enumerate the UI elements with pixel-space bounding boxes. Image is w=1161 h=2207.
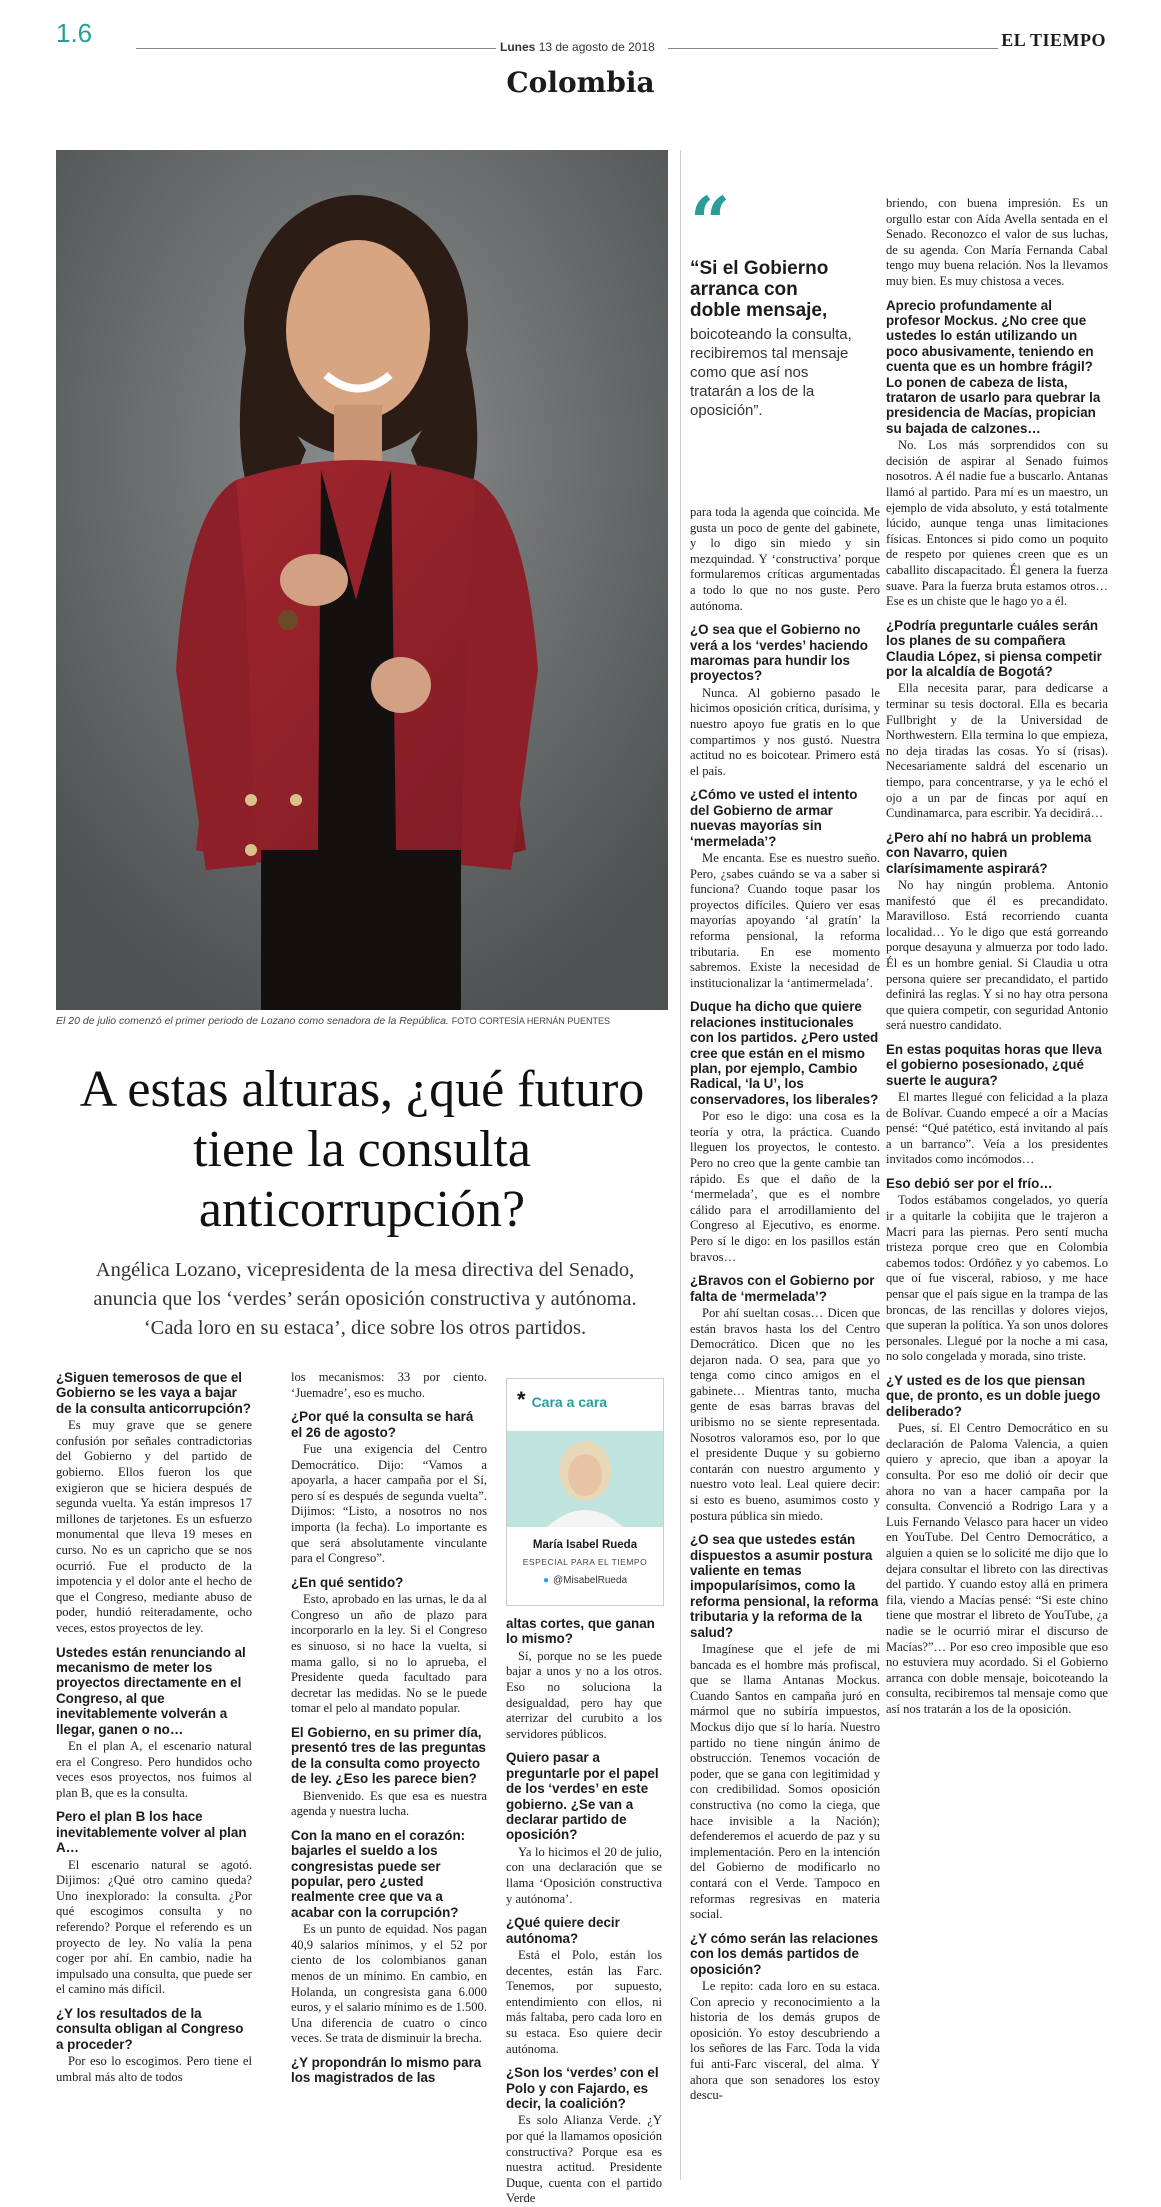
issue-date-rest: 13 de agosto de 2018 xyxy=(538,40,655,54)
byline-card xyxy=(506,1378,664,1606)
answer: Por ahí sueltan cosas… Dicen que están bravos hasta los del Centro Democrático. Dicen que no les dejaron nada. O sea, para que yo tenga como cinco amigos en el gabinete… Mientras tanto, mucha gente de esas barras bravas del uribismo no se siente representada. Nosotros valoramos eso, por lo que el presidente Duque y su gobierno contarán con nuestro argumento y nuestro voto leal. Leal quiere decir: si esto es bueno, asumimos costo y postura pública sin miedo. xyxy=(690,1305,880,1523)
card-title-text: Cara a cara xyxy=(531,1394,608,1410)
quote-mark-icon: “ xyxy=(690,181,731,264)
answer: Está el Polo, están los decentes, están las Farc. Tenemos, por supuesto, entendimiento con ellos, ni más faltaba, pero cada loro en su estaca. Eso quiere decir autónoma. xyxy=(506,1948,662,2056)
page-number: 1.6 xyxy=(56,18,93,48)
answer: Ya lo hicimos el 20 de julio, con una declaración que se llama ‘Oposición constructiva y autónoma’. xyxy=(506,1844,662,1906)
article-column-5 xyxy=(886,196,1108,2178)
answer: Ella necesita parar, para dedicarse a terminar su tesis doctoral. Ella es becaria Fullbright y de la Universidad de Northwestern. Ella termina lo que empieza, no deja tiradas las cosas. Yo sí (risas). Necesariamente saldrá del escenario un tiempo, para concentrarse, y ya le echó el ojo a un par de fincas por aquí en Cundinamarca, para escribir. Ya decidirá… xyxy=(886,681,1108,821)
answer: Nunca. Al gobierno pasado le hicimos oposición crítica, durísima, y nuestro apoyo fue gratis en lo que compartimos y nos gustó. Nuestra actitud no es boicotear. Primero está el país. xyxy=(690,685,880,778)
question: ¿Por qué la consulta se hará el 26 de agosto? xyxy=(291,1409,474,1440)
question: Ustedes están renunciando al mecanismo de meter los proyectos directamente en el Congreso, al que inevitablemente volverán a llegar, ganen o no… xyxy=(56,1644,246,1737)
answer: Fue una exigencia del Centro Democrático. Dijo: “Vamos a apoyarla, a hacer campaña por el Sí, pero sí es después de segunda vuelta”. Dijimos: “Listo, a nosotros no nos importa (la fecha). Lo importante es que será absolutamente vinculante para el Congreso”. xyxy=(291,1442,487,1566)
photo-credit: FOTO CORTESÍA HERNÁN PUENTES xyxy=(451,1016,610,1026)
answer: Por eso lo escogimos. Pero tiene el umbral más alto de todos xyxy=(56,2054,252,2084)
portrait-illustration xyxy=(56,150,668,1010)
answer: No hay ningún problema. Antonio manifestó que él es precandidato. Maravilloso. Está recorriendo cuanta localidad… Yo le digo que está gorreando porque desayuna y almuerza por todo lado. Él es un hombre genial. Si Claudia u otra persona quiere ser precandidato, el partido definirá las reglas. Y si no hay otra persona que quiera competir, con seguridad Antonio será nuestro candidato. xyxy=(886,877,1108,1033)
question: Duque ha dicho que quiere relaciones institucionales con los partidos. ¿Pero usted cree que están en el mismo plan, por ejemplo, Cambio Radical, ‘la U’, los conservadores, los liberales? xyxy=(690,999,879,1107)
author-avatar xyxy=(507,1431,663,1527)
answer: No. Los más sorprendidos con su decisión de aspirar al Senado fuimos nosotros. A él nadie fue a buscarlo. Antanas llamó al partido. Para mí es un maestro, un ejemplo de vida absoluto, y está totalmente lúcido, aunque tenga unas limitaciones físicas. Entonces si pido como un poquito de respeto por quienes creen que es un caballito discapacitado. Él genera la fuerza suave. Para la fuerza bruta estamos otros… Ese es un chiste que le hago yo a él. xyxy=(886,438,1108,609)
pull-quote-rest: boicoteando la consulta, recibiremos tal mensaje como que así nos tratarán a los de la oposición”. xyxy=(690,326,852,419)
question: ¿Pero ahí no habrá un problema con Navarro, quien clarísimamente aspirará? xyxy=(886,829,1092,876)
answer: Le repito: cada loro en su estaca. Con aprecio y reconocimiento a la historia de los demás grupos de oposición. Yo estoy descubriendo a los señores de las Farc. Toda la vida fui anti-Farc visceral, del alma. Y ahora que son senadores los estoy descu- xyxy=(690,1978,880,2103)
answer: Por eso le digo: una cosa es la teoría y otra, la práctica. Cuando lleguen los proyectos, le contesto. Pero no creo que la gente cambie tan rápido. Es que el daño de la ‘mermelada’, que es el nombre cálido para el arrodillamiento del Congreso al Ejecutivo, es enorme. Pero sí le digo: en los pasillos están bravos… xyxy=(690,1109,880,1264)
caption-text: El 20 de julio comenzó el primer periodo de Lozano como senadora de la República. xyxy=(56,1015,449,1027)
answer: briendo, con buena impresión. Es un orgullo estar con Aída Avella sentada en el Senado. Reconozco el valor de sus luchas, de su agenda. Con María Fernanda Cabal tengo muy buena relación. Nos la llevamos muy bien. Es muy chistosa a veces. xyxy=(886,196,1108,288)
answer: En el plan A, el escenario natural era el Congreso. Pero hundidos ocho veces esos proyectos, nos fuimos al plan B, que es la consulta. xyxy=(56,1738,252,1800)
author-photo-band xyxy=(507,1431,663,1527)
portrait-photo xyxy=(56,150,668,1010)
article-headline: A estas alturas, ¿qué futuro tiene la consulta anticorrupción? xyxy=(79,1061,645,1238)
answer: para toda la agenda que coincida. Me gusta un poco de gente del gabinete, y lo digo sin miedo y sin mezquindad. Y ‘constructiva’ porque formularemos críticas argumentadas a todo lo que no nos guste. Pero autónoma. xyxy=(690,505,880,613)
answer: Sí, porque no se les puede bajar a unos y no a los otros. Eso no soluciona la desigualdad, pero hay que aterrizar del curubito a los servidores públicos. xyxy=(506,1648,662,1741)
answer: Todos estábamos congelados, yo quería ir a quitarle la cobijita que le trajeron a Macri para las piernas. Pero sentí mucha tristeza porque creo que en Colombia cabemos todos: Ordóñez y yo cabemos. Lo que oí fue visceral, rabioso, y me hace pensar que el país sigue en la trampa de las broncas, de las rencillas y dolores viejos, que superan la política. Ya son unos dolores personales. Llegué por la noche a mi casa, no solo congelada y morada, sino triste. xyxy=(886,1193,1108,1364)
pull-quote-bold: “Si el Gobierno arranca con doble mensaje, xyxy=(690,258,829,321)
question: En estas poquitas horas que lleva el gobierno posesionado, ¿qué suerte le augura? xyxy=(886,1041,1102,1088)
question: ¿Bravos con el Gobierno por falta de ‘mermelada’? xyxy=(690,1273,875,1304)
issue-date xyxy=(500,40,655,54)
twitter-icon: ● xyxy=(542,1575,549,1586)
question: ¿O sea que ustedes están dispuestos a asumir postura valiente en temas impopularísimos, como la reforma pensional, la reforma tributaria y la reforma de la salud? xyxy=(690,1532,879,1640)
article-column-2 xyxy=(291,1370,487,2178)
newspaper-logo: EL TIEMPO xyxy=(1001,30,1106,50)
photo-caption xyxy=(56,1015,668,1027)
author-twitter[interactable] xyxy=(507,1575,663,1586)
column-rule xyxy=(680,150,681,2180)
question: ¿En qué sentido? xyxy=(291,1574,404,1590)
question: ¿Siguen temerosos de que el Gobierno se les vaya a bajar de la consulta anticorrupción? xyxy=(56,1370,251,1416)
question: ¿O sea que el Gobierno no verá a los ‘verdes’ haciendo maromas para hundir los proyectos? xyxy=(690,622,868,684)
answer: Pues, sí. El Centro Democrático en su declaración de Paloma Valencia, a quien quiero y aprecio, que iban a apoyar la consulta. Por eso me dolió oír decir que ahora no van a hacer campaña por la consulta. Convenció a Rodrigo Lara y a Luis Fernando Velasco para hacer un video en YouTube. Del Centro Democrático, a alguien a quien se lo solicité me dijo que lo dejara consultar el libreto con las directivas del partido. Y cuando estoy allá en primera fila, viendo a Macías pensé: “Si este chino tiene que mostrar el libreto de YouTube, ¿a nadie se le ocurrió mirar el discurso de Macías?”… Por eso creo imposible que eso no estuviera muy acordado. Si el Gobierno arranca con doble mensaje, boicoteando la consulta, recibiremos tal mensaje como que así nos tratarán a los de la oposición. xyxy=(886,1421,1108,1716)
article-column-1 xyxy=(56,1370,252,2178)
issue-date-day: Lunes xyxy=(500,40,536,54)
answer: El escenario natural se agotó. Dijimos: ¿Qué otro camino queda? Uno inexplorado: la consulta. ¿Por qué escogimos consulta y no referendo? Porque el referendo es un proyecto de ley. No valía la pena coger por ahí. En cambio, nadie ha impulsado una consulta, que puede ser el camino más difícil. xyxy=(56,1857,252,1997)
question: ¿Qué quiere decir autónoma? xyxy=(506,1915,620,1946)
question: ¿Y propondrán lo mismo para los magistrados de las xyxy=(291,2054,482,2086)
header-rule-right xyxy=(668,48,998,49)
question: ¿Cómo ve usted el intento del Gobierno de armar nuevas mayorías sin ‘mermelada’? xyxy=(690,787,858,849)
question: Con la mano en el corazón: bajarles el sueldo a los congresistas puede ser popular, pero ¿usted realmente cree que va a acabar con la corrupción? xyxy=(291,1827,466,1920)
answer: Me encanta. Ese es nuestro sueño. Pero, ¿sabes cuándo se va a saber si funciona? Cuando toque pasar los proyectos difíciles. Quiero ver esas mayorías apoyando ‘al gratín’ la reforma pensional, la reforma tributaria. En ese momento sabremos. Existe la necesidad de institucionalizar la ‘antimermelada’. xyxy=(690,850,880,990)
author-role: ESPECIAL PARA EL TIEMPO xyxy=(522,1557,648,1567)
pull-quote xyxy=(690,181,852,420)
question: ¿Y los resultados de la consulta obligan al Congreso a proceder? xyxy=(56,2005,244,2052)
question: altas cortes, que ganan lo mismo? xyxy=(506,1616,655,1647)
answer: El martes llegué con felicidad a la plaza de Bolívar. Cuando empecé a oír a Macías pensé: “Qué patético, está invitando al país a un barranco”. Veía a los presidentes invitados como incómodos… xyxy=(886,1090,1108,1167)
article-column-4 xyxy=(690,505,880,2178)
answer: Bienvenido. Es que esa es nuestra agenda y nuestra lucha. xyxy=(291,1788,487,1819)
question: ¿Son los ‘verdes’ con el Polo y con Fajardo, es decir, la coalición? xyxy=(506,2065,659,2111)
question: Quiero pasar a preguntarle por el papel de los ‘verdes’ en este gobierno. ¿Se van a declarar partido de oposición? xyxy=(506,1750,659,1843)
answer: Es muy grave que se genere confusión por señales contradictorias del Gobierno y del partido de gobierno. Ellos fueron los que exigieron que se hiciera después de segunda vuelta. Ya están impresos 17 millones de tarjetones. Es un esfuerzo monumental que lleva 19 meses en curso. No es un capricho que se nos ocurrió. Fue el producto de la impotencia y el dolor ante el hecho de que el Congreso, mediante abuso de poder, hundió reiteradamente, ocho veces, estos proyectos de ley. xyxy=(56,1418,252,1635)
card-title xyxy=(517,1387,607,1413)
question: Aprecio profundamente al profesor Mockus. ¿No cree que ustedes lo están utilizando un poco abusivamente, teniendo en cuenta que es un hombre frágil? Lo ponen de cabeza de lista, trataron de usarlo para quebrar la presidencia de Macías, propician su bajada de calzones… xyxy=(886,297,1101,436)
article-lead: Angélica Lozano, vicepresidenta de la mesa directiva del Senado, anuncia que los ‘verdes’ serán oposición constructiva y autónoma. ‘Cada loro en su estaca’, dice sobre los otros partidos. xyxy=(93,1259,637,1339)
author-twitter-handle: @MisabelRueda xyxy=(552,1575,628,1586)
author-name: María Isabel Rueda xyxy=(532,1539,638,1551)
question: ¿Y usted es de los que piensan que, de pronto, es un doble juego deliberado? xyxy=(886,1373,1101,1419)
header-rule-left xyxy=(136,48,496,49)
section-title: Colombia xyxy=(506,66,655,99)
answer: los mecanismos: 33 por ciento. ‘Juemadre’, eso es mucho. xyxy=(291,1370,487,1400)
page-header xyxy=(56,18,1106,60)
answer: Es un punto de equidad. Nos pagan 40,9 salarios mínimos, y el 52 por ciento de los colombianos ganan menos de un mínimo. En cambio, en Holanda, un congresista gana 6.000 euros, y el salario mínimo es de 1.500. Una diferencia de cuatro o cinco veces. Se trata de disminuir la brecha. xyxy=(291,1922,487,2046)
answer: Esto, aprobado en las urnas, le da al Congreso un año de plazo para incorporarlo en la ley. Si el Congreso es sinuoso, si no hace la vuelta, si mama gallo, si no lo aprueba, el Presidente queda facultado para decretar las medidas. No se le puede tomar el pelo al mandato popular. xyxy=(291,1592,487,1716)
answer: Es solo Alianza Verde. ¿Y por qué la llamamos oposición constructiva? Porque esa es nuestra actitud. Presidente Duque, cuenta con el partido Verde xyxy=(506,2113,662,2206)
asterisk-icon: * xyxy=(517,1387,526,1412)
question: El Gobierno, en su primer día, presentó tres de las preguntas de la consulta como proyecto de ley. ¿Eso les parece bien? xyxy=(291,1724,486,1787)
question: Eso debió ser por el frío… xyxy=(886,1176,1053,1192)
question: Pero el plan B los hace inevitablemente volver al plan A… xyxy=(56,1809,247,1856)
question: ¿Y cómo serán las relaciones con los demás partidos de oposición? xyxy=(690,1930,879,1977)
answer: Imagínese que el jefe de mi bancada es el hombre más profiscal, que se llama Antanas Mockus. Cuando Santos en campaña juró en mármol que no subiría impuestos, Mockus dijo que sí lo haría. Nuestro partido no tiene ningún ánimo de obstrucción. Tenemos vocación de poder, que se gana con legitimidad y con credibilidad. Somos oposición constructiva (no como la ciega, que hace invisible a la Nación); defenderemos el acuerdo de paz y su implementación. Pero en la intención del Gobierno de modificarlo no contará con el Verde. Tampoco en reformas regresivas en materia social. xyxy=(690,1642,880,1922)
article-column-3 xyxy=(506,1616,662,2206)
question: ¿Podría preguntarle cuáles serán los planes de su compañera Claudia López, si piensa competir por la alcaldía de Bogotá? xyxy=(886,617,1102,679)
